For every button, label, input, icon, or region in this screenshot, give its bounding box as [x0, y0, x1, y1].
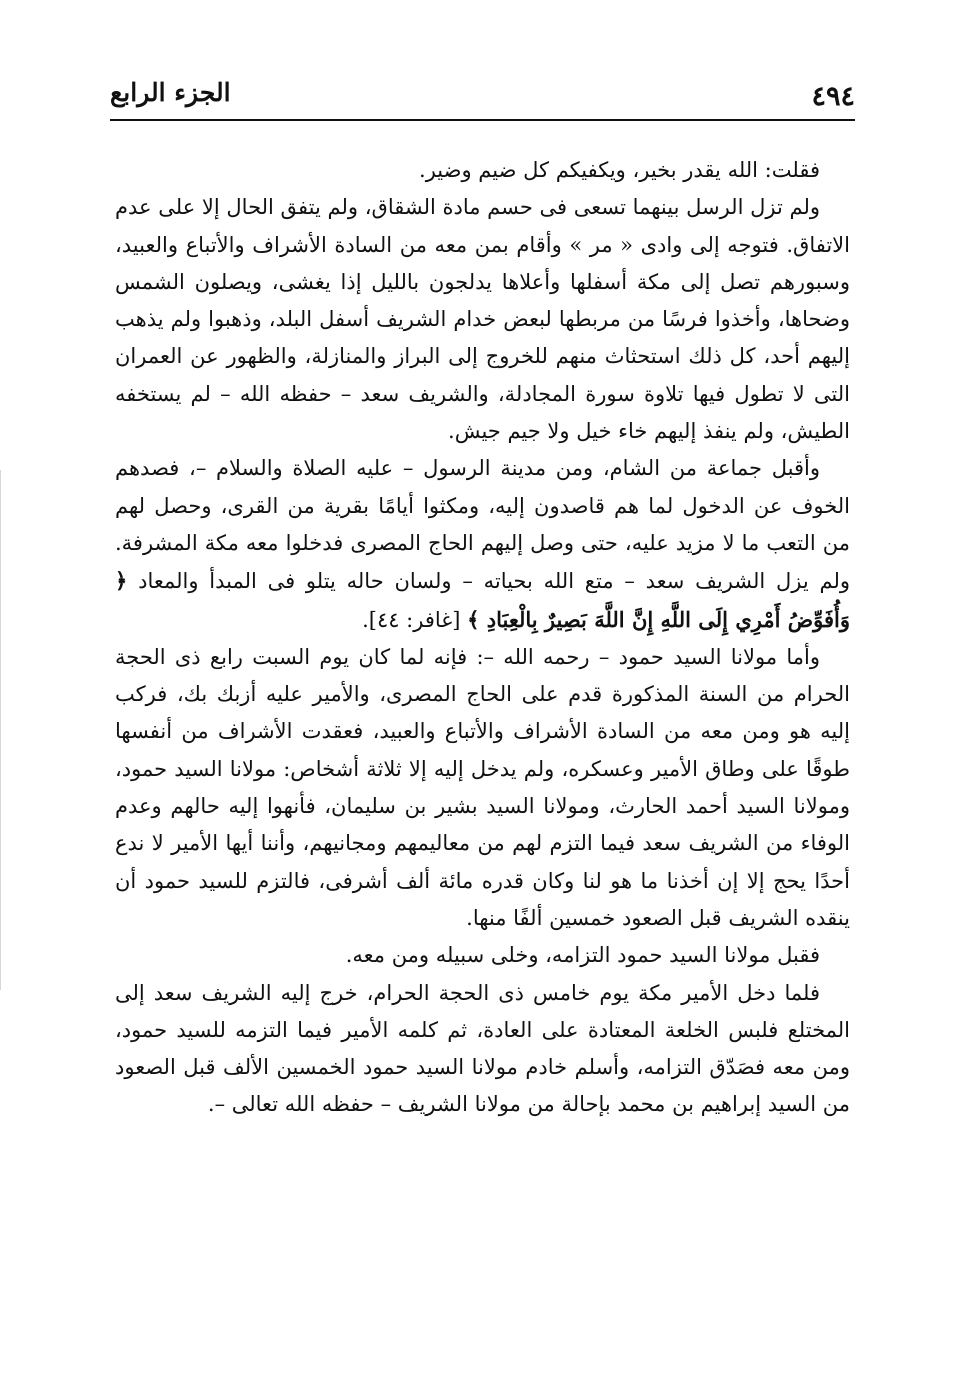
scan-edge-mark	[0, 470, 1, 990]
paragraph: ولم تزل الرسل بينهما تسعى فى حسم مادة الشقاق، ولم يتفق الحال إلا على عدم الاتفاق. فتوجه إلى وادى « مر » وأقام بمن معه من السادة الأشراف والأتباع والعبيد، وسبورهم تصل إلى مكة أسفلها وأعلاها يدلجون بالليل إذا يغشى، ويصلون الشمس وضحاها، وأخذوا فرسًا من مربطها لبعض خدام الشريف أسفل البلد، وذهبوا ولم يذهب إليهم أحد، كل ذلك استحثاث منهم للخروج إلى البراز والمنازلة، والظهور عن العمران التى لا تطول فيها تلاوة سورة المجادلة، والشريف سعد – حفظه الله – لم يستخفه الطيش، ولم ينفذ إليهم خاء خيل ولا جيم جيش.	[115, 195, 850, 444]
header-rule	[110, 119, 855, 121]
paragraph	[115, 450, 850, 638]
page-header	[110, 70, 855, 120]
paragraph: فقلت: الله يقدر بخير، ويكفيكم كل ضيم وضير.	[419, 158, 820, 182]
body-text	[115, 152, 850, 1124]
running-head: الجزء الرابع	[110, 78, 231, 107]
page-number: ٤٩٤	[811, 81, 855, 112]
quran-verse: ﴿ وَأُفَوِّضُ أَمْرِي إِلَى اللَّهِ إِنَّ اللَّهَ بَصِيرٌ بِالْعِبَادِ ﴾	[115, 568, 850, 632]
verse-citation: [غافر: ٤٤].	[362, 607, 468, 632]
paragraph: وأما مولانا السيد حمود – رحمه الله –: فإنه لما كان يوم السبت رابع ذى الحجة الحرام من السنة المذكورة قدم على الحاج المصرى، والأمير عليه أزبك بك، فركب إليه هو ومن معه من السادة الأشراف والأتباع والعبيد، فعقدت الأشراف من أنفسها طوقًا على وطاق الأمير وعسكره، ولم يدخل إليه إلا ثلاثة أشخاص: مولانا السيد حمود، ومولانا السيد أحمد الحارث، ومولانا السيد بشير بن سليمان، فأنهوا إليه حالهم وعدم الوفاء من الشريف سعد فيما التزم لهم من معاليمهم ومجانيهم، وأننا أيها الأمير لا ندع أحدًا يحج إلا إن أخذنا ما هو لنا وكان قدره مائة ألف أشرفى، فالتزم للسيد حمود أن ينقده الشريف قبل الصعود خمسين ألفًا منها.	[115, 644, 850, 930]
paragraph: فلما دخل الأمير مكة يوم خامس ذى الحجة الحرام، خرج إليه الشريف سعد إلى المختلع فلبس الخلعة المعتادة على العادة، ثم كلمه الأمير فيما التزمه للسيد حمود، ومن معه فصَدّق التزامه، وأسلم خادم مولانا السيد حمود الخمسين الألف قبل الصعود من السيد إبراهيم بن محمد بإحالة من مولانا الشريف – حفظه الله تعالى –.	[115, 980, 850, 1117]
paragraph: فقبل مولانا السيد حمود التزامه، وخلى سبيله ومن معه.	[345, 943, 820, 968]
paragraph-text: وأقبل جماعة من الشام، ومن مدينة الرسول – عليه الصلاة والسلام –، فصدهم الخوف عن الدخول لما هم قاصدون إليه، ومكثوا أيامًا بقرية من القرى، وحصل لهم من التعب ما لا مزيد عليه، حتى وصل إليهم الحاج المصرى فدخلوا معه مكة المشرفة. ولم يزل الشريف سعد – متع الله بحياته – ولسان حاله يتلو فى المبدأ والمعاد	[115, 456, 851, 594]
